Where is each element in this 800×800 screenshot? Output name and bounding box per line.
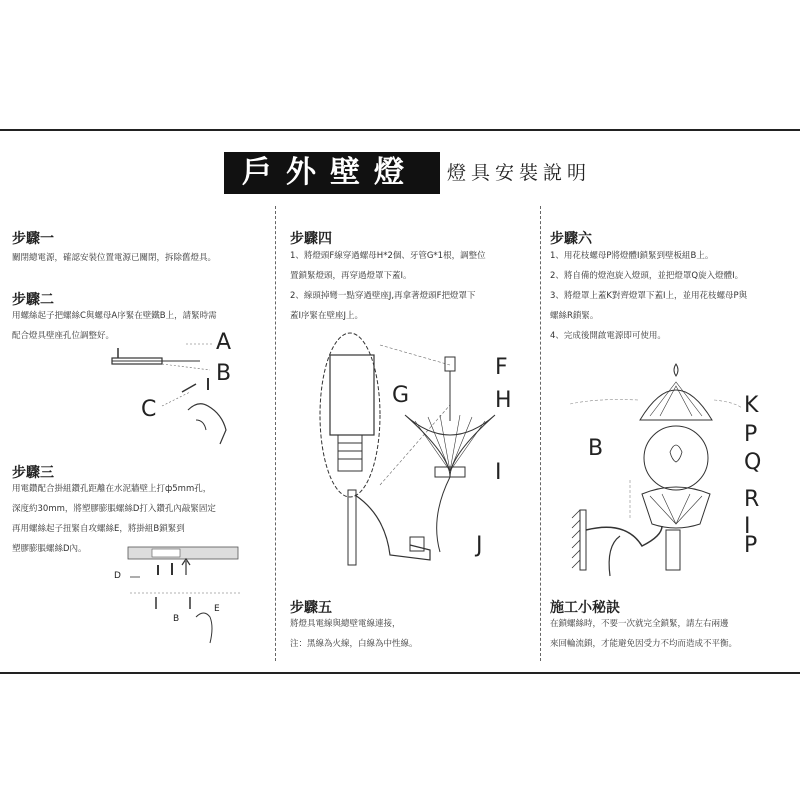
step6-diagram	[570, 360, 750, 580]
step5-line-2: 注：黑線為火線，白線為中性線。	[290, 639, 418, 649]
step5-line-1: 將燈具電線與總壁電線連接，	[290, 619, 401, 629]
tips-line-1: 在鎖螺絲時，不要一次就完全鎖緊，請左右兩邊	[550, 619, 729, 629]
label-i: I	[495, 460, 502, 485]
label-k: K	[744, 393, 759, 418]
step3-line-1: 用電鑽配合掛組鑽孔距離在水泥牆壁上打ф5mm孔，	[12, 484, 212, 494]
step6-line-2: 2、將自備的燈泡旋入燈頭，並把燈罩Q旋入燈體I。	[550, 271, 744, 281]
label-p-upper: P	[744, 422, 758, 447]
title-main: 戶外壁燈	[224, 152, 440, 194]
label-a: A	[216, 330, 232, 355]
column-divider-2	[540, 206, 541, 661]
step2-line-2: 配合燈具壁座孔位調整好。	[12, 331, 115, 341]
label-g: G	[392, 383, 410, 408]
step2-line-1: 用螺絲起子把螺絲C與螺母A序緊在壁鐵B上，請緊時需	[12, 311, 217, 321]
label-b-step6: B	[588, 436, 604, 461]
step5-heading: 步驟五	[290, 600, 332, 616]
label-e: E	[214, 604, 220, 614]
tips-line-2: 來回輪流鎖，才能避免因受力不均而造成不平衡。	[550, 639, 738, 649]
step6-heading: 步驟六	[550, 231, 592, 247]
tips-heading: 施工小秘訣	[550, 600, 620, 616]
step3-diagram	[110, 545, 260, 665]
title-sub: 燈具安裝說明	[447, 162, 592, 184]
step3-line-2: 深度約30mm，將塑膠膨脹螺絲D打入鑽孔內敲緊固定	[12, 504, 216, 514]
label-c: C	[141, 397, 157, 422]
step4-line-4: 蓋I序緊在壁座J上。	[290, 311, 364, 321]
label-b-step3: B	[173, 614, 180, 624]
label-r: R	[744, 487, 760, 512]
column-divider-1	[275, 206, 276, 661]
label-p-lower: P	[744, 533, 758, 558]
step2-diagram	[100, 340, 270, 450]
label-h: H	[495, 388, 512, 413]
step1-heading: 步驟一	[12, 231, 54, 247]
label-j: J	[476, 533, 483, 558]
label-q: Q	[744, 450, 762, 475]
step1-line-1: 關閉總電源，確認安裝位置電源已關閉，拆除舊燈具。	[12, 253, 217, 263]
step3-line-4: 塑膠膨脹螺絲D內。	[12, 544, 87, 554]
step3-heading: 步驟三	[12, 465, 54, 481]
label-d: D	[114, 571, 121, 581]
label-f: F	[495, 355, 508, 380]
step3-line-3: 再用螺絲起子扭緊自攻螺絲E，將掛組B鎖緊到	[12, 524, 185, 534]
step6-line-3: 3、將燈罩上蓋K對齊燈罩下蓋I上，並用花枝螺母P與	[550, 291, 748, 301]
step6-line-4: 螺絲R鎖緊。	[550, 311, 599, 321]
step4-line-3: 2、線頭掉彎一點穿過壁座J,再拿著燈頭F把燈罩下	[290, 291, 476, 301]
step4-line-1: 1、將燈頭F線穿過螺母H*2個、牙管G*1根，調整位	[290, 251, 486, 261]
label-i-step6: I	[744, 514, 751, 539]
step6-line-1: 1、用花枝螺母P將燈體I鎖緊到壁板組B上。	[550, 251, 714, 261]
step2-heading: 步驟二	[12, 292, 54, 308]
step4-line-2: 置鎖緊燈頭，再穿過燈罩下蓋I。	[290, 271, 412, 281]
label-b: B	[216, 361, 232, 386]
step4-heading: 步驟四	[290, 231, 332, 247]
step6-line-5: 4、完成後開啟電源即可使用。	[550, 331, 666, 341]
